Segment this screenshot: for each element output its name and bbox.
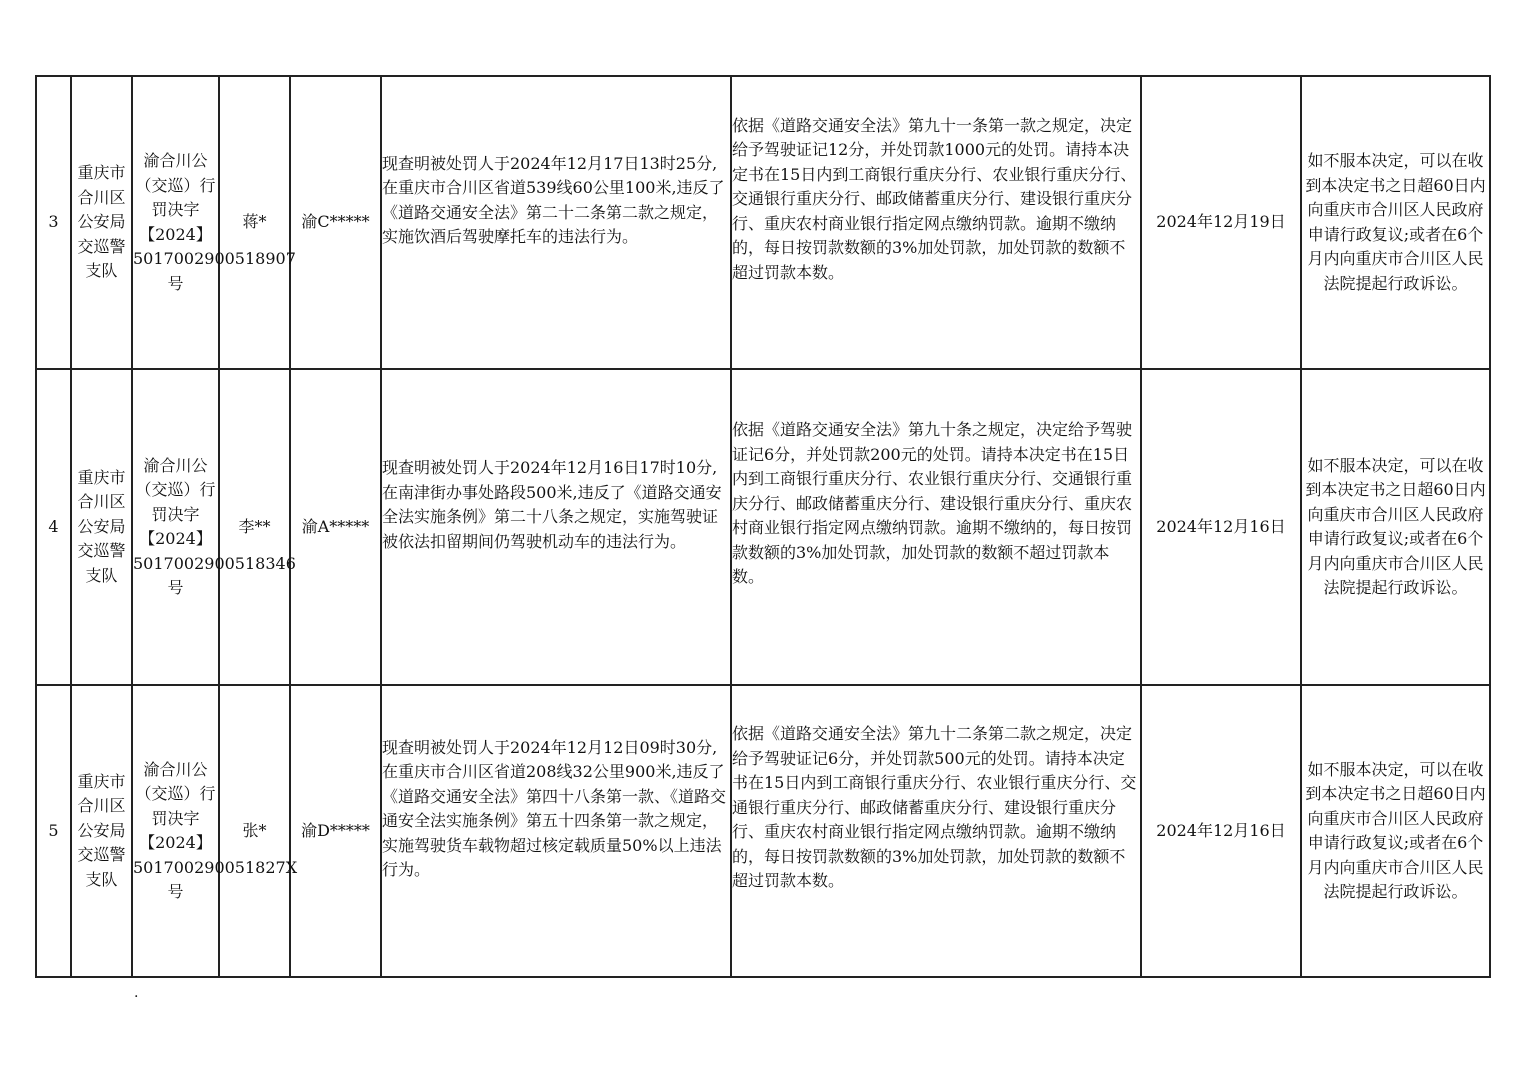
violation-facts-text: 现查明被处罚人于2024年12月17日13时25分,在重庆市合川区省道539线60公里100米,违反了《道路交通安全法》第二十二条第二款之规定，实施饮酒后驾驶摩托车的违法行为。 — [382, 153, 725, 246]
decision-date-cell: 2024年12月19日 — [1141, 76, 1301, 369]
offender-name-cell: 蒋* — [219, 76, 290, 369]
table-row — [36, 76, 1490, 369]
agency-cell: 重庆市合川区公安局交巡警支队 — [71, 76, 132, 369]
row-index: 4 — [36, 369, 71, 685]
footer-mark: . — [134, 985, 139, 1001]
decision-date-cell: 2024年12月16日 — [1141, 369, 1301, 685]
decision-date-cell: 2024年12月16日 — [1141, 685, 1301, 977]
remedy-cell: 如不服本决定，可以在收到本决定书之日超60日内向重庆市合川区人民政府申请行政复议;或者在6个月内向重庆市合川区人民法院提起行政诉讼。 — [1301, 685, 1490, 977]
penalty-decision-text: 依据《道路交通安全法》第九十条之规定，决定给予驾驶证记6分，并处罚款200元的处罚。请持本决定书在15日内到工商银行重庆分行、农业银行重庆分行、交通银行重庆分行、邮政储蓄重庆分行、建设银行重庆分行、重庆农村商业银行指定网点缴纳罚款。逾期不缴纳的，每日按罚款数额的3%加处罚款，加处罚款的数额不超过罚款本数。 — [732, 420, 1133, 587]
plate-number-cell: 渝D***** — [290, 685, 381, 977]
table-row — [36, 685, 1490, 977]
decision-number-cell: 渝合川公（交巡）行罚决字【2024】5017002900518907号 — [132, 76, 219, 369]
violation-facts-cell — [381, 369, 731, 685]
penalty-decision-text: 依据《道路交通安全法》第九十一条第一款之规定，决定给予驾驶证记12分，并处罚款1000元的处罚。请持本决定书在15日内到工商银行重庆分行、农业银行重庆分行、交通银行重庆分行、邮政储蓄重庆分行、建设银行重庆分行、重庆农村商业银行指定网点缴纳罚款。逾期不缴纳的，每日按罚款数额的3%加处罚款，加处罚款的数额不超过罚款本数。 — [732, 115, 1137, 282]
decision-number-cell: 渝合川公（交巡）行罚决字【2024】5017002900518346号 — [132, 369, 219, 685]
penalty-table — [35, 75, 1491, 978]
violation-facts-text: 现查明被处罚人于2024年12月12日09时30分,在重庆市合川区省道208线32公里900米,违反了《道路交通安全法》第四十八条第一款、《道路交通安全法实施条例》第五十四条第一款之规定，实施驾驶货车载物超过核定载质量50%以上违法行为。 — [382, 737, 727, 879]
penalty-decision-cell — [731, 369, 1141, 685]
row-index: 3 — [36, 76, 71, 369]
table-row — [36, 369, 1490, 685]
row-index: 5 — [36, 685, 71, 977]
violation-facts-cell — [381, 685, 731, 977]
violation-facts-cell — [381, 76, 731, 369]
plate-number-cell: 渝C***** — [290, 76, 381, 369]
penalty-decision-cell — [731, 76, 1141, 369]
penalty-decision-text: 依据《道路交通安全法》第九十二条第二款之规定，决定给予驾驶证记6分，并处罚款500元的处罚。请持本决定书在15日内到工商银行重庆分行、农业银行重庆分行、交通银行重庆分行、邮政储蓄重庆分行、建设银行重庆分行、重庆农村商业银行指定网点缴纳罚款。逾期不缴纳的，每日按罚款数额的3%加处罚款，加处罚款的数额不超过罚款本数。 — [732, 724, 1137, 891]
agency-cell: 重庆市合川区公安局交巡警支队 — [71, 685, 132, 977]
remedy-cell: 如不服本决定，可以在收到本决定书之日超60日内向重庆市合川区人民政府申请行政复议;或者在6个月内向重庆市合川区人民法院提起行政诉讼。 — [1301, 369, 1490, 685]
penalty-decision-cell — [731, 685, 1141, 977]
agency-cell: 重庆市合川区公安局交巡警支队 — [71, 369, 132, 685]
offender-name-cell: 李** — [219, 369, 290, 685]
violation-facts-text: 现查明被处罚人于2024年12月16日17时10分,在南津街办事处路段500米,违反了《道路交通安全法实施条例》第二十八条之规定，实施驾驶证被依法扣留期间仍驾驶机动车的违法行为。 — [382, 458, 722, 551]
offender-name-cell: 张* — [219, 685, 290, 977]
plate-number-cell: 渝A***** — [290, 369, 381, 685]
decision-number-cell: 渝合川公（交巡）行罚决字【2024】501700290051827X号 — [132, 685, 219, 977]
remedy-cell: 如不服本决定，可以在收到本决定书之日超60日内向重庆市合川区人民政府申请行政复议;或者在6个月内向重庆市合川区人民法院提起行政诉讼。 — [1301, 76, 1490, 369]
